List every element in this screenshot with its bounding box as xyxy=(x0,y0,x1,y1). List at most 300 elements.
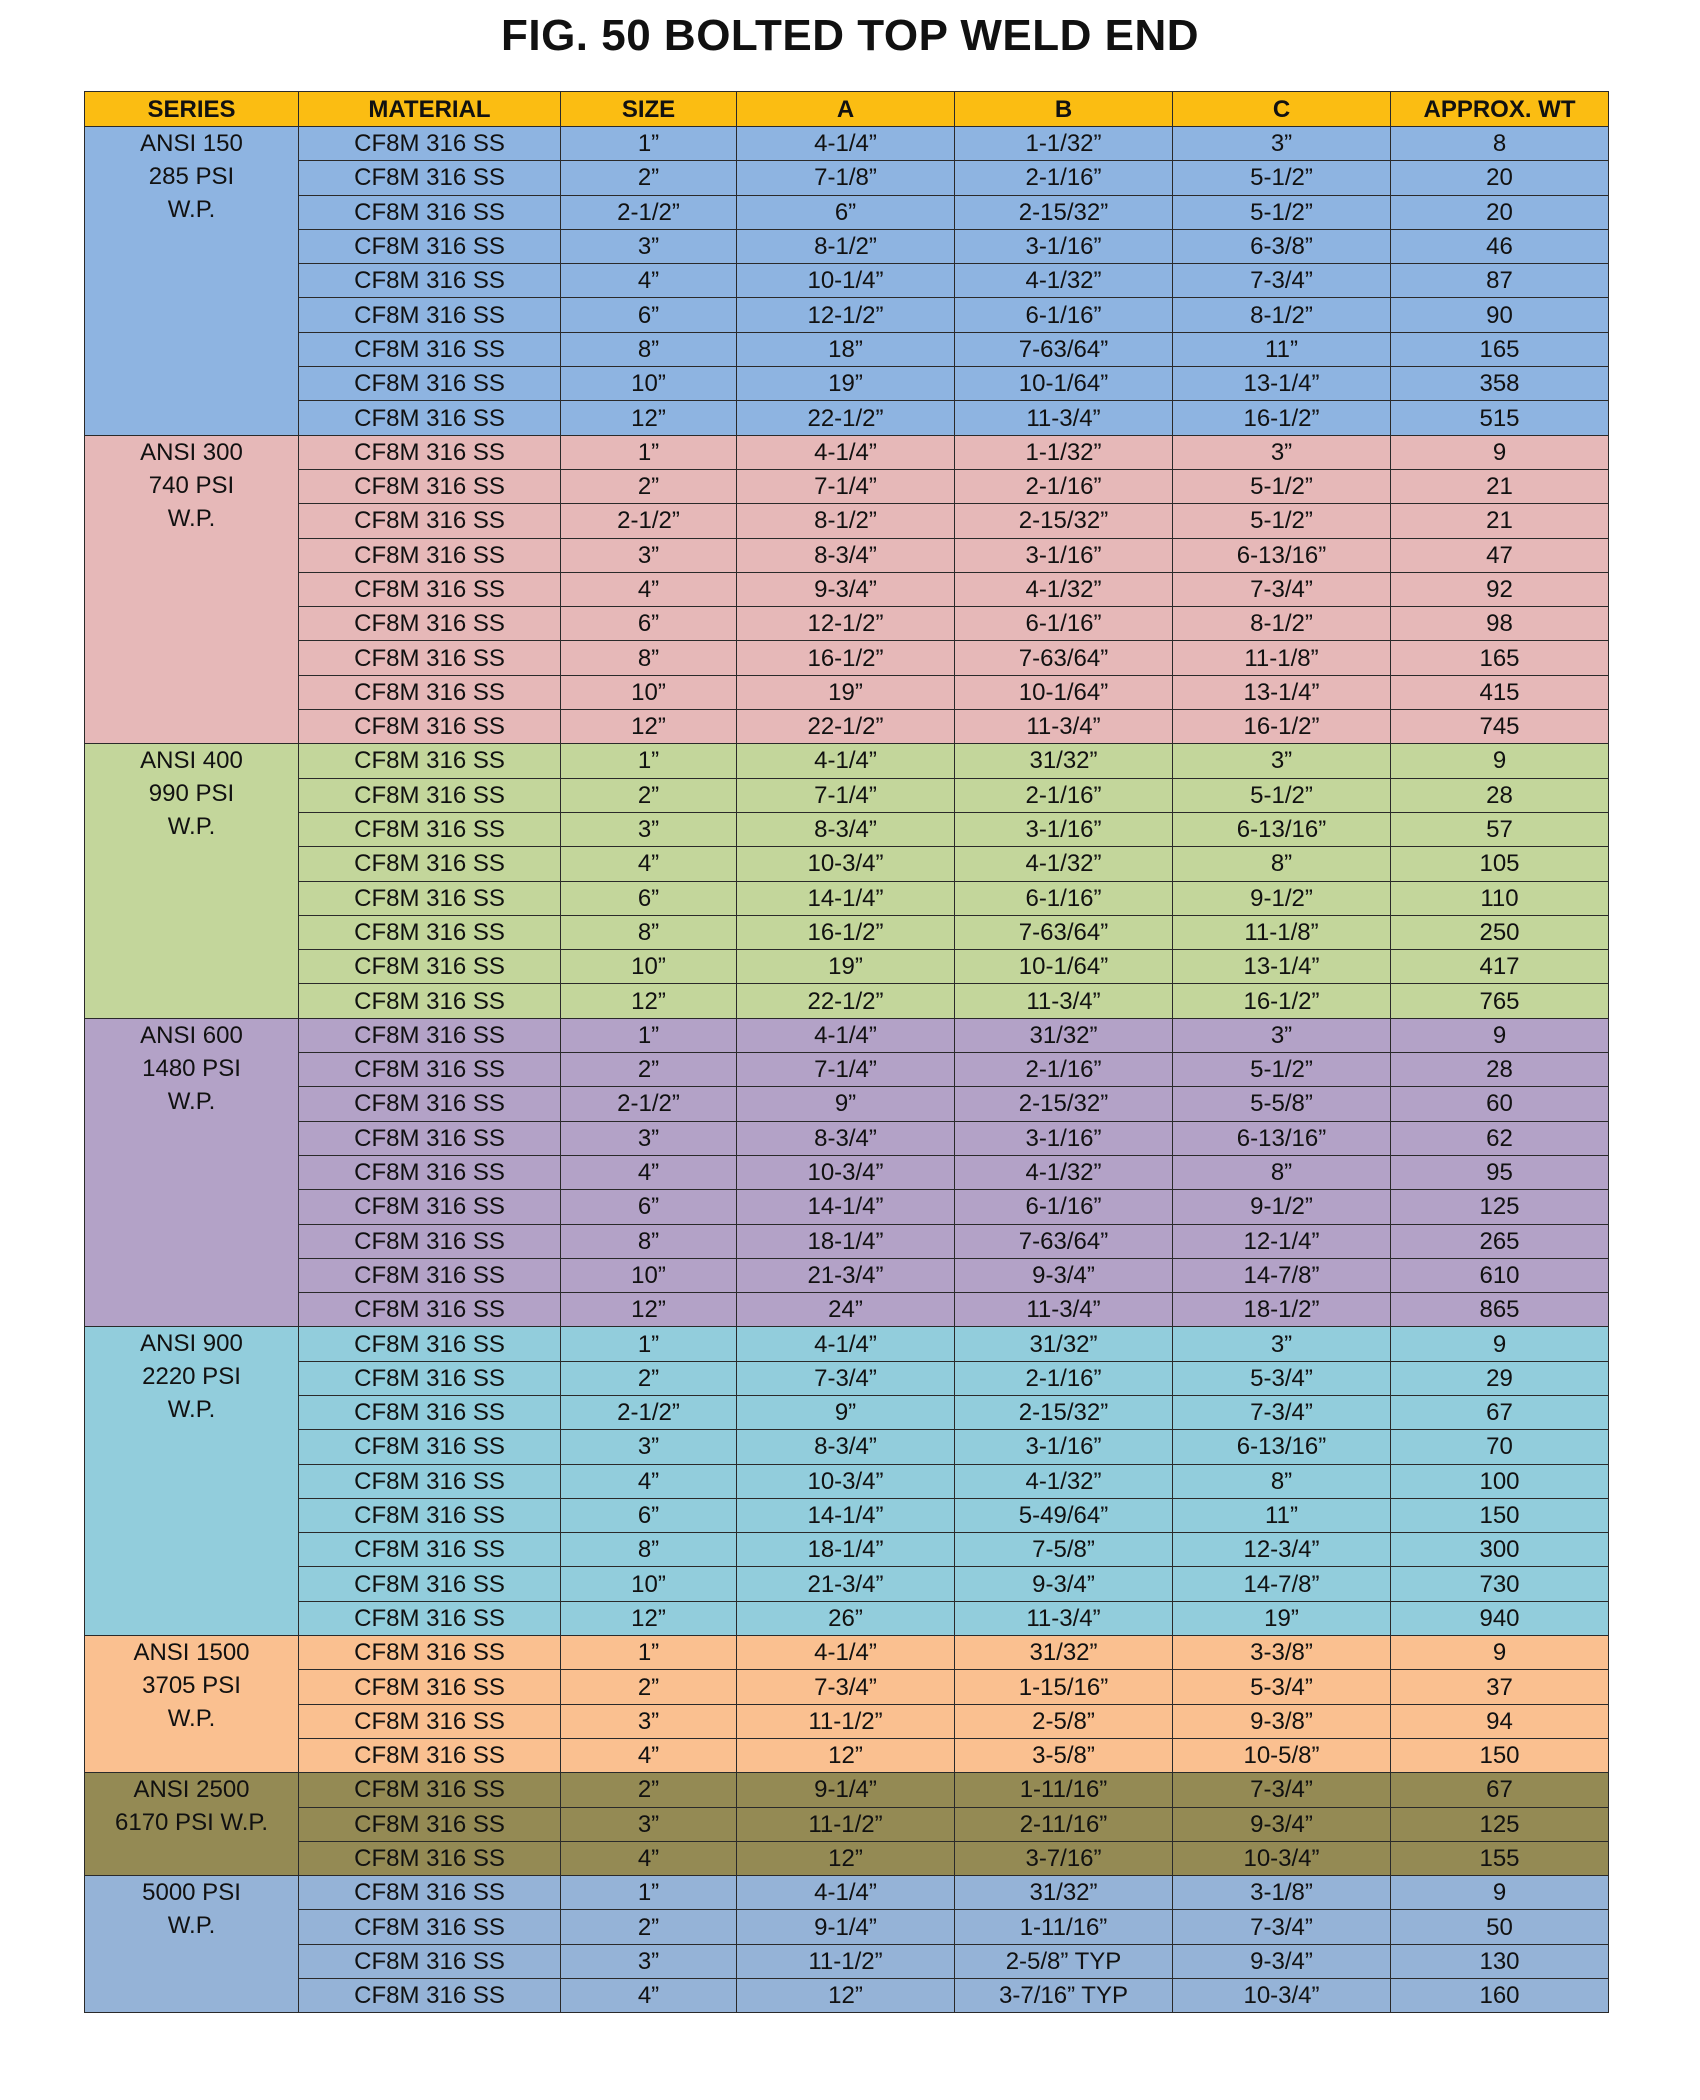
material-cell: CF8M 316 SS xyxy=(299,1327,561,1361)
c-cell: 7-3/4” xyxy=(1173,1910,1391,1944)
size-cell: 6” xyxy=(561,607,737,641)
b-cell: 31/32” xyxy=(955,1636,1173,1670)
c-cell: 16-1/2” xyxy=(1173,984,1391,1018)
size-cell: 8” xyxy=(561,332,737,366)
c-cell: 9-3/8” xyxy=(1173,1704,1391,1738)
table-row xyxy=(85,1670,1609,1704)
table-row xyxy=(85,332,1609,366)
table-row xyxy=(85,847,1609,881)
table-row xyxy=(85,1979,1609,2013)
weight-cell: 515 xyxy=(1391,401,1609,435)
material-cell: CF8M 316 SS xyxy=(299,1430,561,1464)
a-cell: 12” xyxy=(737,1738,955,1772)
size-cell: 4” xyxy=(561,847,737,881)
header-material: MATERIAL xyxy=(299,92,561,127)
material-cell: CF8M 316 SS xyxy=(299,1704,561,1738)
size-cell: 1” xyxy=(561,435,737,469)
material-cell: CF8M 316 SS xyxy=(299,1670,561,1704)
material-cell: CF8M 316 SS xyxy=(299,504,561,538)
c-cell: 14-7/8” xyxy=(1173,1567,1391,1601)
header-a: A xyxy=(737,92,955,127)
material-cell: CF8M 316 SS xyxy=(299,641,561,675)
size-cell: 1” xyxy=(561,1327,737,1361)
a-cell: 4-1/4” xyxy=(737,1018,955,1052)
table-row xyxy=(85,1807,1609,1841)
header-size: SIZE xyxy=(561,92,737,127)
material-cell: CF8M 316 SS xyxy=(299,1395,561,1429)
table-row xyxy=(85,1944,1609,1978)
b-cell: 10-1/64” xyxy=(955,675,1173,709)
table-row xyxy=(85,264,1609,298)
weight-cell: 20 xyxy=(1391,161,1609,195)
weight-cell: 150 xyxy=(1391,1498,1609,1532)
series-label-line: 5000 PSI xyxy=(142,1879,241,1907)
material-cell: CF8M 316 SS xyxy=(299,1190,561,1224)
table-row xyxy=(85,1155,1609,1189)
a-cell: 7-3/4” xyxy=(737,1361,955,1395)
b-cell: 11-3/4” xyxy=(955,1293,1173,1327)
weight-cell: 20 xyxy=(1391,195,1609,229)
a-cell: 8-3/4” xyxy=(737,538,955,572)
a-cell: 11-1/2” xyxy=(737,1704,955,1738)
table-row xyxy=(85,881,1609,915)
weight-cell: 21 xyxy=(1391,504,1609,538)
a-cell: 10-1/4” xyxy=(737,264,955,298)
b-cell: 2-15/32” xyxy=(955,1395,1173,1429)
table-row xyxy=(85,1018,1609,1052)
a-cell: 7-3/4” xyxy=(737,1670,955,1704)
series-label-line: 3705 PSI xyxy=(142,1672,241,1700)
material-cell: CF8M 316 SS xyxy=(299,1155,561,1189)
material-cell: CF8M 316 SS xyxy=(299,1738,561,1772)
b-cell: 2-1/16” xyxy=(955,161,1173,195)
weight-cell: 110 xyxy=(1391,881,1609,915)
table-row xyxy=(85,1224,1609,1258)
material-cell: CF8M 316 SS xyxy=(299,607,561,641)
b-cell: 1-1/32” xyxy=(955,127,1173,161)
series-label-line: W.P. xyxy=(167,196,216,223)
material-cell: CF8M 316 SS xyxy=(299,1807,561,1841)
size-cell: 4” xyxy=(561,1155,737,1189)
c-cell: 5-1/2” xyxy=(1173,1053,1391,1087)
series-label-line: W.P. xyxy=(167,504,216,532)
table-row xyxy=(85,1876,1609,1910)
weight-cell: 9 xyxy=(1391,744,1609,778)
c-cell: 3-3/8” xyxy=(1173,1636,1391,1670)
b-cell: 3-7/16” TYP xyxy=(955,1979,1173,2013)
weight-cell: 610 xyxy=(1391,1258,1609,1292)
b-cell: 2-15/32” xyxy=(955,195,1173,229)
c-cell: 10-3/4” xyxy=(1173,1979,1391,2013)
size-cell: 1” xyxy=(561,1876,737,1910)
material-cell: CF8M 316 SS xyxy=(299,195,561,229)
weight-cell: 415 xyxy=(1391,675,1609,709)
weight-cell: 765 xyxy=(1391,984,1609,1018)
c-cell: 3” xyxy=(1173,435,1391,469)
a-cell: 8-3/4” xyxy=(737,1430,955,1464)
size-cell: 12” xyxy=(561,1601,737,1635)
size-cell: 8” xyxy=(561,641,737,675)
table-row xyxy=(85,572,1609,606)
a-cell: 19” xyxy=(737,367,955,401)
size-cell: 3” xyxy=(561,812,737,846)
a-cell: 12” xyxy=(737,1979,955,2013)
b-cell: 6-1/16” xyxy=(955,881,1173,915)
material-cell: CF8M 316 SS xyxy=(299,435,561,469)
a-cell: 22-1/2” xyxy=(737,984,955,1018)
table-row xyxy=(85,1773,1609,1807)
c-cell: 5-1/2” xyxy=(1173,195,1391,229)
table-row xyxy=(85,1121,1609,1155)
b-cell: 1-1/32” xyxy=(955,435,1173,469)
c-cell: 3” xyxy=(1173,1018,1391,1052)
table-row xyxy=(85,401,1609,435)
material-cell: CF8M 316 SS xyxy=(299,1258,561,1292)
weight-cell: 67 xyxy=(1391,1773,1609,1807)
weight-cell: 150 xyxy=(1391,1738,1609,1772)
material-cell: CF8M 316 SS xyxy=(299,229,561,263)
material-cell: CF8M 316 SS xyxy=(299,1464,561,1498)
c-cell: 8” xyxy=(1173,847,1391,881)
size-cell: 4” xyxy=(561,1738,737,1772)
table-row xyxy=(85,1464,1609,1498)
c-cell: 13-1/4” xyxy=(1173,367,1391,401)
table-row xyxy=(85,1087,1609,1121)
weight-cell: 155 xyxy=(1391,1841,1609,1875)
material-cell: CF8M 316 SS xyxy=(299,538,561,572)
b-cell: 2-5/8” TYP xyxy=(955,1944,1173,1978)
b-cell: 7-5/8” xyxy=(955,1533,1173,1567)
table-row xyxy=(85,469,1609,503)
header-row xyxy=(85,92,1609,127)
size-cell: 2” xyxy=(561,1910,737,1944)
material-cell: CF8M 316 SS xyxy=(299,1361,561,1395)
c-cell: 9-1/2” xyxy=(1173,881,1391,915)
b-cell: 7-63/64” xyxy=(955,332,1173,366)
size-cell: 3” xyxy=(561,1430,737,1464)
size-cell: 2-1/2” xyxy=(561,1087,737,1121)
table-row xyxy=(85,538,1609,572)
weight-cell: 940 xyxy=(1391,1601,1609,1635)
weight-cell: 265 xyxy=(1391,1224,1609,1258)
c-cell: 12-1/4” xyxy=(1173,1224,1391,1258)
material-cell: CF8M 316 SS xyxy=(299,469,561,503)
material-cell: CF8M 316 SS xyxy=(299,298,561,332)
table-row xyxy=(85,1258,1609,1292)
c-cell: 5-1/2” xyxy=(1173,469,1391,503)
a-cell: 11-1/2” xyxy=(737,1807,955,1841)
table-row xyxy=(85,1910,1609,1944)
size-cell: 12” xyxy=(561,710,737,744)
material-cell: CF8M 316 SS xyxy=(299,1533,561,1567)
weight-cell: 160 xyxy=(1391,1979,1609,2013)
a-cell: 21-3/4” xyxy=(737,1567,955,1601)
size-cell: 2” xyxy=(561,1773,737,1807)
b-cell: 2-1/16” xyxy=(955,469,1173,503)
material-cell: CF8M 316 SS xyxy=(299,264,561,298)
series-label-line: W.P. xyxy=(167,1396,216,1424)
table-row xyxy=(85,1841,1609,1875)
weight-cell: 125 xyxy=(1391,1807,1609,1841)
a-cell: 4-1/4” xyxy=(737,744,955,778)
material-cell: CF8M 316 SS xyxy=(299,984,561,1018)
series-label-line: ANSI 400 xyxy=(140,747,243,775)
b-cell: 4-1/32” xyxy=(955,264,1173,298)
weight-cell: 9 xyxy=(1391,1018,1609,1052)
size-cell: 8” xyxy=(561,1533,737,1567)
a-cell: 16-1/2” xyxy=(737,915,955,949)
size-cell: 4” xyxy=(561,572,737,606)
a-cell: 8-3/4” xyxy=(737,812,955,846)
c-cell: 13-1/4” xyxy=(1173,950,1391,984)
a-cell: 9-1/4” xyxy=(737,1910,955,1944)
b-cell: 4-1/32” xyxy=(955,1155,1173,1189)
series-label-line: ANSI 150 xyxy=(140,130,243,157)
c-cell: 16-1/2” xyxy=(1173,401,1391,435)
b-cell: 7-63/64” xyxy=(955,641,1173,675)
b-cell: 1-15/16” xyxy=(955,1670,1173,1704)
b-cell: 1-11/16” xyxy=(955,1773,1173,1807)
size-cell: 2” xyxy=(561,1670,737,1704)
table-body xyxy=(85,127,1609,2013)
a-cell: 12-1/2” xyxy=(737,298,955,332)
b-cell: 9-3/4” xyxy=(955,1258,1173,1292)
size-cell: 3” xyxy=(561,1121,737,1155)
a-cell: 4-1/4” xyxy=(737,1636,955,1670)
a-cell: 10-3/4” xyxy=(737,1464,955,1498)
size-cell: 8” xyxy=(561,1224,737,1258)
material-cell: CF8M 316 SS xyxy=(299,1773,561,1807)
weight-cell: 8 xyxy=(1391,127,1609,161)
table-row xyxy=(85,367,1609,401)
c-cell: 3” xyxy=(1173,744,1391,778)
size-cell: 10” xyxy=(561,367,737,401)
b-cell: 3-7/16” xyxy=(955,1841,1173,1875)
material-cell: CF8M 316 SS xyxy=(299,1567,561,1601)
c-cell: 5-1/2” xyxy=(1173,161,1391,195)
a-cell: 9-3/4” xyxy=(737,572,955,606)
c-cell: 13-1/4” xyxy=(1173,675,1391,709)
c-cell: 18-1/2” xyxy=(1173,1293,1391,1327)
b-cell: 2-15/32” xyxy=(955,504,1173,538)
weight-cell: 29 xyxy=(1391,1361,1609,1395)
a-cell: 11-1/2” xyxy=(737,1944,955,1978)
b-cell: 2-15/32” xyxy=(955,1087,1173,1121)
c-cell: 6-13/16” xyxy=(1173,812,1391,846)
size-cell: 12” xyxy=(561,1293,737,1327)
c-cell: 6-13/16” xyxy=(1173,1430,1391,1464)
size-cell: 8” xyxy=(561,915,737,949)
c-cell: 5-3/4” xyxy=(1173,1670,1391,1704)
material-cell: CF8M 316 SS xyxy=(299,1087,561,1121)
material-cell: CF8M 316 SS xyxy=(299,744,561,778)
b-cell: 2-5/8” xyxy=(955,1704,1173,1738)
weight-cell: 21 xyxy=(1391,469,1609,503)
a-cell: 8-1/2” xyxy=(737,504,955,538)
c-cell: 9-3/4” xyxy=(1173,1807,1391,1841)
a-cell: 22-1/2” xyxy=(737,401,955,435)
page-title: FIG. 50 BOLTED TOP WELD END xyxy=(500,11,1199,60)
table-row xyxy=(85,1533,1609,1567)
size-cell: 10” xyxy=(561,675,737,709)
a-cell: 18-1/4” xyxy=(737,1224,955,1258)
weight-cell: 90 xyxy=(1391,298,1609,332)
weight-cell: 165 xyxy=(1391,641,1609,675)
weight-cell: 9 xyxy=(1391,435,1609,469)
table-row xyxy=(85,127,1609,161)
a-cell: 24” xyxy=(737,1293,955,1327)
c-cell: 3” xyxy=(1173,127,1391,161)
c-cell: 6-3/8” xyxy=(1173,229,1391,263)
table-row xyxy=(85,1601,1609,1635)
table-row xyxy=(85,1190,1609,1224)
b-cell: 2-11/16” xyxy=(955,1807,1173,1841)
material-cell: CF8M 316 SS xyxy=(299,332,561,366)
material-cell: CF8M 316 SS xyxy=(299,1841,561,1875)
size-cell: 2” xyxy=(561,778,737,812)
weight-cell: 9 xyxy=(1391,1327,1609,1361)
material-cell: CF8M 316 SS xyxy=(299,1601,561,1635)
size-cell: 1” xyxy=(561,1018,737,1052)
table-row xyxy=(85,710,1609,744)
c-cell: 11” xyxy=(1173,332,1391,366)
weight-cell: 67 xyxy=(1391,1395,1609,1429)
header-c: C xyxy=(1173,92,1391,127)
material-cell: CF8M 316 SS xyxy=(299,950,561,984)
a-cell: 10-3/4” xyxy=(737,1155,955,1189)
a-cell: 22-1/2” xyxy=(737,710,955,744)
weight-cell: 165 xyxy=(1391,332,1609,366)
c-cell: 6-13/16” xyxy=(1173,1121,1391,1155)
table-row xyxy=(85,607,1609,641)
size-cell: 2-1/2” xyxy=(561,504,737,538)
material-cell: CF8M 316 SS xyxy=(299,161,561,195)
size-cell: 2-1/2” xyxy=(561,1395,737,1429)
weight-cell: 37 xyxy=(1391,1670,1609,1704)
table-row xyxy=(85,641,1609,675)
series-label-line: W.P. xyxy=(167,1087,216,1115)
series-label-line: W.P. xyxy=(167,1912,216,1940)
size-cell: 6” xyxy=(561,1498,737,1532)
a-cell: 10-3/4” xyxy=(737,847,955,881)
table-row xyxy=(85,1567,1609,1601)
series-cell xyxy=(85,1636,299,1773)
size-cell: 1” xyxy=(561,744,737,778)
b-cell: 31/32” xyxy=(955,1018,1173,1052)
size-cell: 1” xyxy=(561,127,737,161)
table-row xyxy=(85,1361,1609,1395)
table-row xyxy=(85,229,1609,263)
table-row xyxy=(85,1430,1609,1464)
table-row xyxy=(85,1395,1609,1429)
a-cell: 12-1/2” xyxy=(737,607,955,641)
weight-cell: 94 xyxy=(1391,1704,1609,1738)
b-cell: 4-1/32” xyxy=(955,1464,1173,1498)
b-cell: 4-1/32” xyxy=(955,572,1173,606)
c-cell: 11-1/8” xyxy=(1173,641,1391,675)
b-cell: 11-3/4” xyxy=(955,984,1173,1018)
b-cell: 10-1/64” xyxy=(955,367,1173,401)
series-label-line: W.P. xyxy=(167,1705,216,1733)
material-cell: CF8M 316 SS xyxy=(299,881,561,915)
weight-cell: 60 xyxy=(1391,1087,1609,1121)
c-cell: 5-5/8” xyxy=(1173,1087,1391,1121)
header-approx-wt: APPROX. WT xyxy=(1391,92,1609,127)
b-cell: 10-1/64” xyxy=(955,950,1173,984)
table-row xyxy=(85,298,1609,332)
table-row xyxy=(85,1053,1609,1087)
size-cell: 2-1/2” xyxy=(561,195,737,229)
a-cell: 18” xyxy=(737,332,955,366)
table-row xyxy=(85,950,1609,984)
weight-cell: 95 xyxy=(1391,1155,1609,1189)
size-cell: 4” xyxy=(561,1979,737,2013)
table-row xyxy=(85,915,1609,949)
series-label-line: 2220 PSI xyxy=(142,1363,241,1391)
table-row xyxy=(85,744,1609,778)
material-cell: CF8M 316 SS xyxy=(299,1053,561,1087)
material-cell: CF8M 316 SS xyxy=(299,367,561,401)
b-cell: 3-1/16” xyxy=(955,538,1173,572)
weight-cell: 92 xyxy=(1391,572,1609,606)
a-cell: 7-1/4” xyxy=(737,469,955,503)
weight-cell: 125 xyxy=(1391,1190,1609,1224)
size-cell: 2” xyxy=(561,469,737,503)
size-cell: 3” xyxy=(561,1704,737,1738)
weight-cell: 28 xyxy=(1391,1053,1609,1087)
material-cell: CF8M 316 SS xyxy=(299,1979,561,2013)
material-cell: CF8M 316 SS xyxy=(299,1498,561,1532)
c-cell: 7-3/4” xyxy=(1173,1395,1391,1429)
size-cell: 12” xyxy=(561,984,737,1018)
size-cell: 6” xyxy=(561,1190,737,1224)
material-cell: CF8M 316 SS xyxy=(299,778,561,812)
weight-cell: 865 xyxy=(1391,1293,1609,1327)
material-cell: CF8M 316 SS xyxy=(299,1636,561,1670)
a-cell: 19” xyxy=(737,675,955,709)
a-cell: 7-1/8” xyxy=(737,161,955,195)
material-cell: CF8M 316 SS xyxy=(299,812,561,846)
series-cell xyxy=(85,127,299,436)
b-cell: 6-1/16” xyxy=(955,607,1173,641)
c-cell: 7-3/4” xyxy=(1173,264,1391,298)
c-cell: 19” xyxy=(1173,1601,1391,1635)
b-cell: 9-3/4” xyxy=(955,1567,1173,1601)
weight-cell: 70 xyxy=(1391,1430,1609,1464)
series-label-line: W.P. xyxy=(167,813,216,841)
weight-cell: 87 xyxy=(1391,264,1609,298)
weight-cell: 105 xyxy=(1391,847,1609,881)
weight-cell: 9 xyxy=(1391,1636,1609,1670)
size-cell: 1” xyxy=(561,1636,737,1670)
weight-cell: 62 xyxy=(1391,1121,1609,1155)
a-cell: 14-1/4” xyxy=(737,1498,955,1532)
weight-cell: 745 xyxy=(1391,710,1609,744)
series-label-line: 990 PSI xyxy=(148,780,235,808)
weight-cell: 300 xyxy=(1391,1533,1609,1567)
a-cell: 19” xyxy=(737,950,955,984)
weight-cell: 47 xyxy=(1391,538,1609,572)
a-cell: 7-1/4” xyxy=(737,778,955,812)
weight-cell: 98 xyxy=(1391,607,1609,641)
b-cell: 11-3/4” xyxy=(955,710,1173,744)
material-cell: CF8M 316 SS xyxy=(299,1876,561,1910)
table-row xyxy=(85,675,1609,709)
series-cell xyxy=(85,1773,299,1876)
a-cell: 14-1/4” xyxy=(737,881,955,915)
table-row xyxy=(85,812,1609,846)
c-cell: 3” xyxy=(1173,1327,1391,1361)
